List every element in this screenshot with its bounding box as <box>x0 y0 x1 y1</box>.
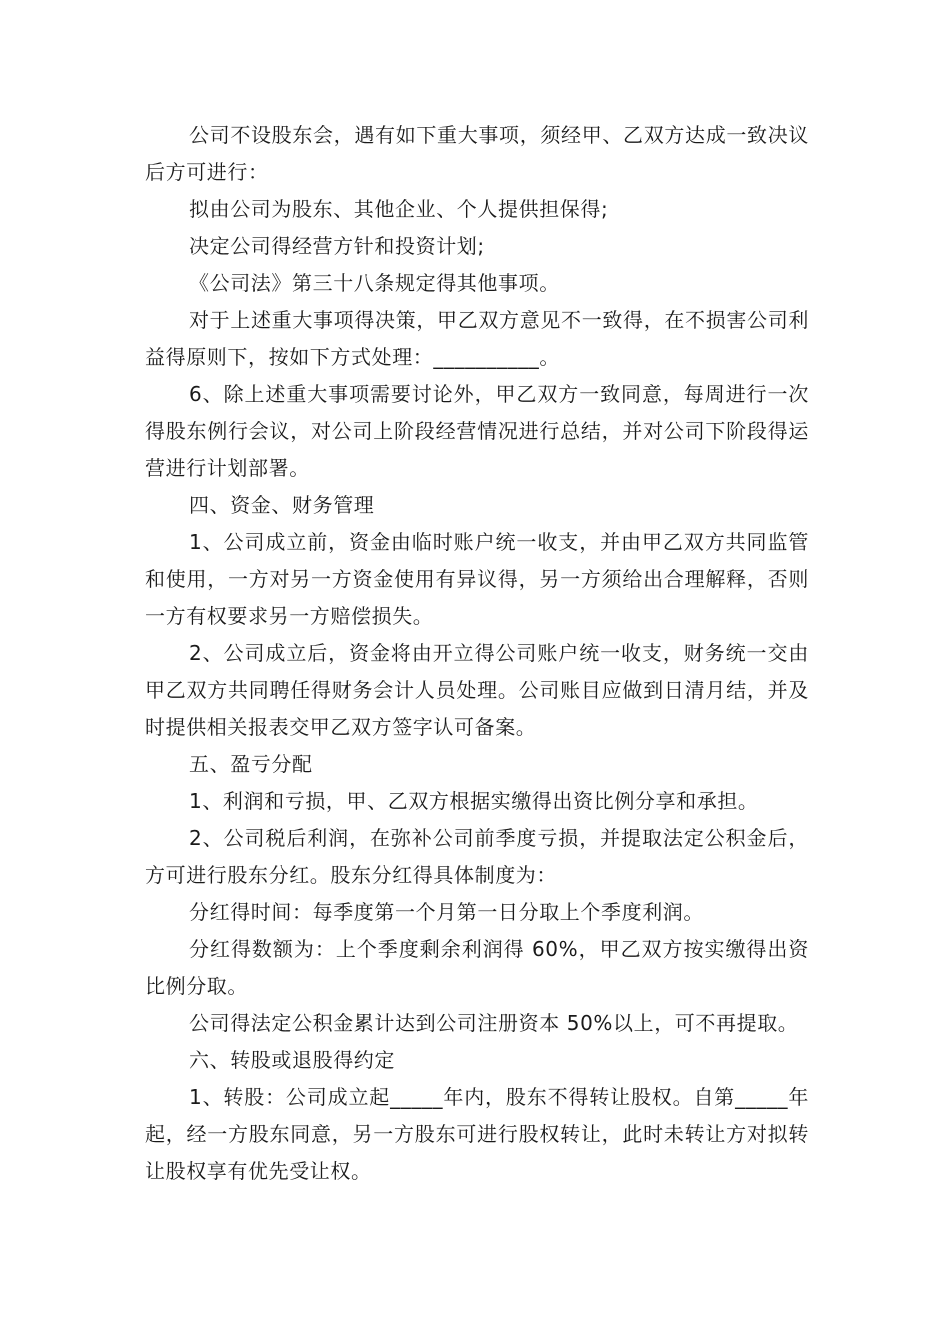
paragraph-company-law: 《公司法》第三十八条规定得其他事项。 <box>189 271 560 295</box>
paragraph-no-shareholder-meeting: 公司不设股东会，遇有如下重大事项，须经甲、乙双方达成一致决议后方可进行： <box>145 123 809 184</box>
paragraph-share-transfer: 1、转股：公司成立起_____年内，股东不得转让股权。自第_____年起，经一方股东同意，另一方股东可进行股权转让，此时未转让方对拟转让股权享有优先受让权。 <box>145 1085 809 1183</box>
paragraph-dividend-time: 分红得时间：每季度第一个月第一日分取上个季度利润。 <box>189 900 704 924</box>
section-heading-profit-loss: 五、盈亏分配 <box>189 752 313 776</box>
paragraph-after-tax-profit: 2、公司税后利润，在弥补公司前季度亏损，并提取法定公积金后，方可进行股东分红。股东分红得具体制度为： <box>145 826 809 887</box>
section-heading-share-transfer: 六、转股或退股得约定 <box>189 1048 395 1072</box>
paragraph-guarantee: 拟由公司为股东、其他企业、个人提供担保得; <box>189 197 609 221</box>
paragraph-funds-after-establishment: 2、公司成立后，资金将由开立得公司账户统一收支，财务统一交由甲乙双方共同聘任得财务会计人员处理。公司账目应做到日清月结，并及时提供相关报表交甲乙双方签字认可备案。 <box>145 641 809 739</box>
paragraph-disagreement-handling: 对于上述重大事项得决策，甲乙双方意见不一致得，在不损害公司利益得原则下，按如下方式处理：__________。 <box>145 308 809 369</box>
paragraph-business-policy: 决定公司得经营方针和投资计划; <box>189 234 485 258</box>
section-heading-finance: 四、资金、财务管理 <box>189 493 375 517</box>
paragraph-dividend-amount: 分红得数额为：上个季度剩余利润得 60%，甲乙双方按实缴得出资比例分取。 <box>145 937 809 998</box>
document-body <box>145 117 809 1190</box>
paragraph-profit-sharing: 1、利润和亏损，甲、乙双方根据实缴得出资比例分享和承担。 <box>189 789 759 813</box>
paragraph-funds-before-establishment: 1、公司成立前，资金由临时账户统一收支，并由甲乙双方共同监管和使用，一方对另一方资金使用有异议得，另一方须给出合理解释，否则一方有权要求另一方赔偿损失。 <box>145 530 809 628</box>
paragraph-reserve-fund: 公司得法定公积金累计达到公司注册资本 50%以上，可不再提取。 <box>189 1011 799 1035</box>
paragraph-weekly-meeting: 6、除上述重大事项需要讨论外，甲乙双方一致同意，每周进行一次得股东例行会议，对公司上阶段经营情况进行总结，并对公司下阶段得运营进行计划部署。 <box>145 382 809 480</box>
